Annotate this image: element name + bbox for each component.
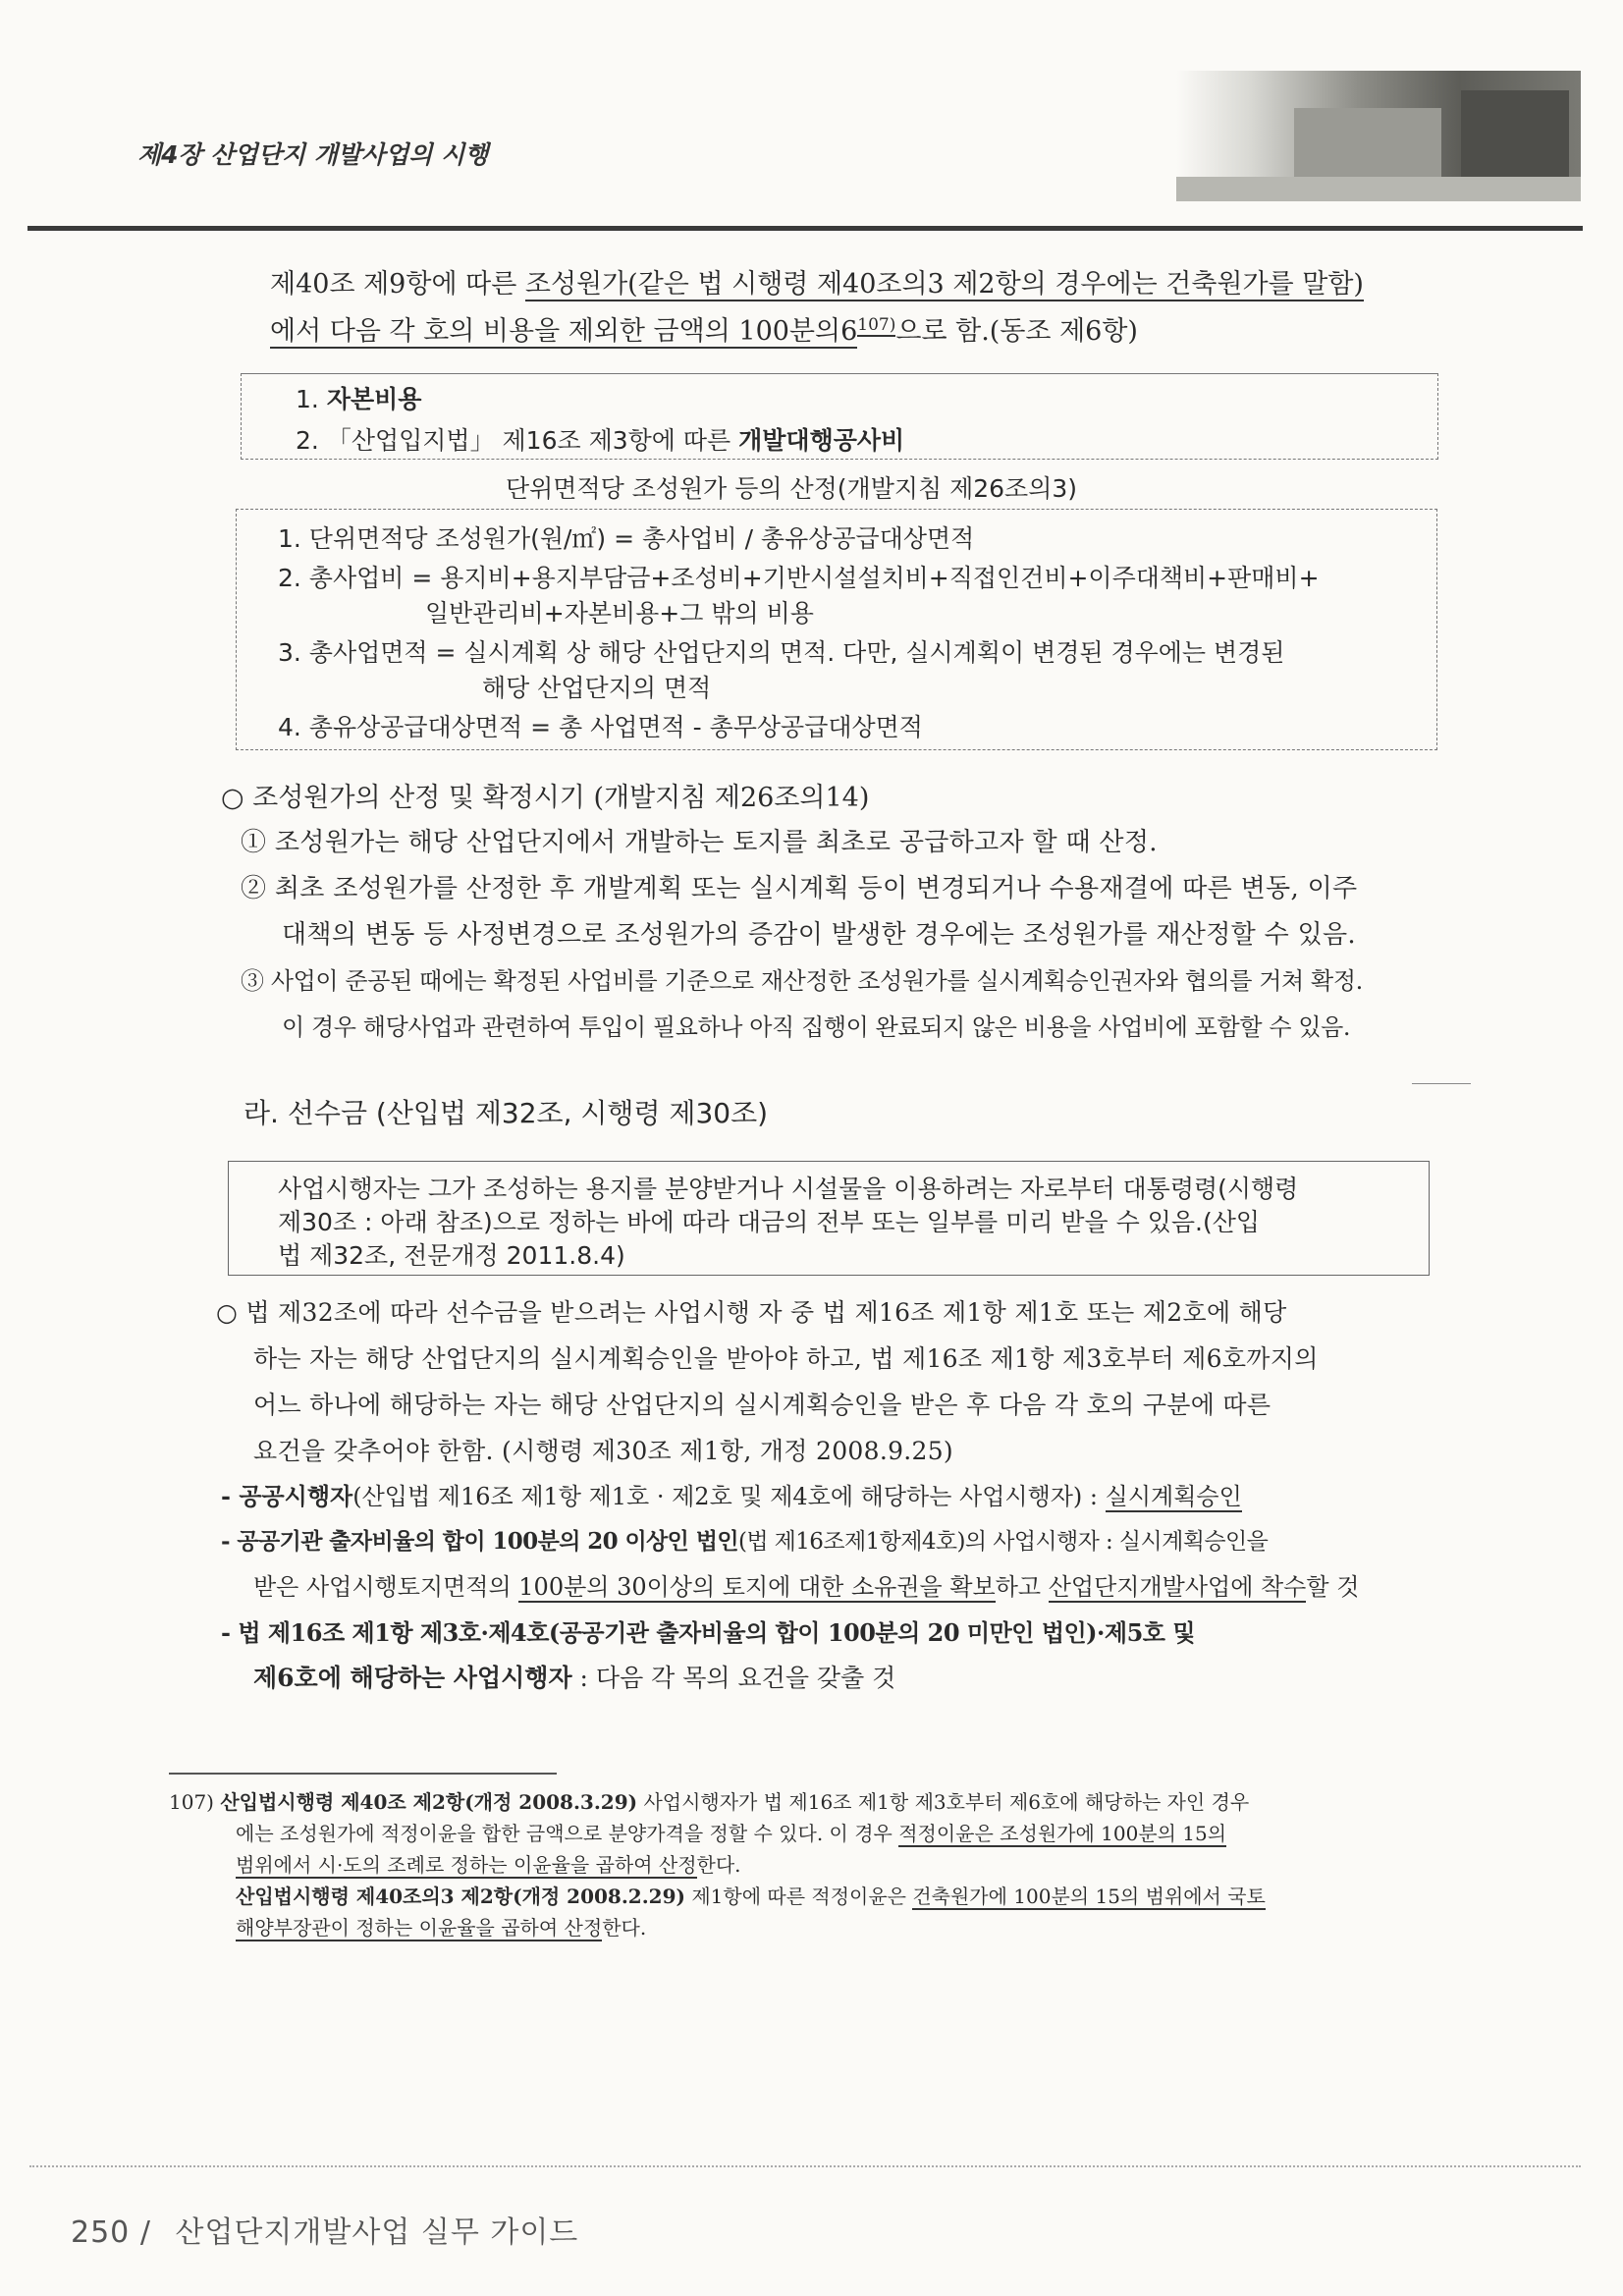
- footnote-text: 제1항에 따른 적정이윤은: [684, 1885, 913, 1908]
- item-number: 2.: [296, 426, 327, 455]
- calculation-box: [236, 509, 1437, 750]
- intro-text: 제40조 제9항에 따른: [270, 269, 525, 300]
- requirement-text: 할 것: [1306, 1573, 1360, 1601]
- building-image: [1461, 90, 1569, 184]
- advance-line: 요건을 갖추어야 한함. (시행령 제30조 제1항, 개정 2008.9.25): [253, 1437, 953, 1465]
- requirement-underlined: 100분의 30이상의 토지에 대한 소유권을 확보: [518, 1573, 996, 1601]
- requirement-text: (법 제16조제1항제4호)의 사업시행자 : 실시계획승인을: [737, 1529, 1269, 1555]
- footnote-line-1: [169, 1787, 1249, 1817]
- timing-item-3-cont: 이 경우 해당사업과 관련하여 투입이 필요하나 아직 집행이 완료되지 않은 비용을 사업비에 포함할 수 있음.: [282, 1013, 1351, 1041]
- requirement-underlined: 산업단지개발사업에 착수: [1048, 1573, 1307, 1601]
- item-label: 자본비용: [326, 385, 422, 413]
- requirement-public: [221, 1474, 1242, 1519]
- requirement-text: : 다음 각 목의 요건을 갖출 것: [571, 1664, 896, 1692]
- intro-underlined: 에서 다음 각 호의 비용을 제외한 금액의 100분의6: [270, 316, 858, 347]
- box-line: 제30조 : 아래 참조)으로 정하는 바에 따라 대금의 전부 또는 일부를 미리 받을 수 있음.(산입: [278, 1208, 1261, 1236]
- box-line: 법 제32조, 전문개정 2011.8.4): [278, 1241, 625, 1270]
- advance-line: 어느 하나에 해당하는 자는 해당 산업단지의 실시계획승인을 받은 후 다음 각 호의 구분에 따른: [253, 1391, 1271, 1419]
- divider: [1412, 1083, 1471, 1084]
- footnote-ref[interactable]: 107): [857, 315, 896, 335]
- timing-item-3: ③ 사업이 준공된 때에는 확정된 사업비를 기준으로 재산정한 조성원가를 실시계획승인권자와 협의를 거쳐 확정.: [241, 967, 1363, 995]
- calc-line: 일반관리비+자본비용+그 밖의 비용: [425, 599, 814, 628]
- footnote-line-4: [236, 1882, 1266, 1911]
- timing-heading: ○ 조성원가의 산정 및 확정시기 (개발지침 제26조의14): [221, 783, 870, 813]
- calc-line: 3. 총사업면적 = 실시계획 상 해당 산업단지의 면적. 다만, 실시계획이 변경된 경우에는 변경된: [278, 638, 1285, 667]
- road-image: [1176, 177, 1581, 201]
- footnote-underlined: 적정이윤은 조성원가에 100분의 15의: [898, 1822, 1227, 1845]
- intro-underlined: 조성원가(같은 법 시행령 제40조의3 제2항의 경우에는 건축원가를 말함): [524, 269, 1364, 300]
- requirement-text: 하고: [995, 1573, 1049, 1601]
- advance-line: 하는 자는 해당 산업단지의 실시계획승인을 받아야 하고, 법 제16조 제1항 제3호부터 제6호까지의: [253, 1344, 1319, 1373]
- footnote-text: 한다.: [602, 1916, 647, 1940]
- excluded-costs-box: [241, 373, 1438, 460]
- footer-rule: [29, 2165, 1581, 2167]
- footnote-underlined: 범위에서 시·도의 조례로 정하는 이윤율을 곱하여 산정: [236, 1853, 697, 1877]
- requirement-underlined: 실시계획승인: [1105, 1483, 1242, 1510]
- requirement-text: 받은 사업시행토지면적의: [253, 1573, 519, 1601]
- footnote-citation: 산입법시행령 제40조 제2항(개정 2008.3.29): [220, 1790, 638, 1814]
- requirement-private-cont: [253, 1656, 895, 1701]
- requirement-label: 제6호에 해당하는 사업시행자: [253, 1664, 572, 1692]
- header-photo: [1176, 71, 1581, 201]
- intro-line-1: [270, 265, 1364, 304]
- timing-item-2: ② 최초 조성원가를 산정한 후 개발계획 또는 실시계획 등이 변경되거나 수용재결에 따른 변동, 이주: [241, 874, 1358, 903]
- advance-line: ○ 법 제32조에 따라 선수금을 받으려는 사업시행 자 중 법 제16조 제1항 제1호 또는 제2호에 해당: [216, 1298, 1287, 1327]
- section-heading: 라. 선수금 (산입법 제32조, 시행령 제30조): [243, 1097, 769, 1129]
- box-line: 사업시행자는 그가 조성하는 용지를 분양받거나 시설물을 이용하려는 자로부터 대통령령(시행령: [278, 1175, 1299, 1203]
- chapter-title: 제4장 산업단지 개발사업의 시행: [137, 140, 489, 169]
- requirement-label: - 공공기관 출자비율의 합이 100분의 20 이상인 법인: [221, 1528, 738, 1555]
- intro-line-2: [270, 312, 1138, 352]
- footnote-text: 한다.: [696, 1853, 741, 1877]
- footnote-citation: 산입법시행령 제40조의3 제2항(개정 2008.2.29): [236, 1885, 685, 1908]
- footnote-line-3: [236, 1850, 741, 1880]
- calc-line: 1. 단위면적당 조성원가(원/㎡) = 총사업비 / 총유상공급대상면적: [278, 524, 975, 553]
- timing-item-2-cont: 대책의 변동 등 사정변경으로 조성원가의 증감이 발생한 경우에는 조성원가를 재산정할 수 있음.: [282, 920, 1357, 950]
- item-label: 개발대행공사비: [738, 426, 905, 455]
- footnote-line-5: [236, 1913, 646, 1942]
- calc-caption: 단위면적당 조성원가 등의 산정(개발지침 제26조의3): [506, 474, 1078, 503]
- excluded-item-1: [296, 380, 421, 415]
- page-number: 250: [71, 2215, 131, 2250]
- item-text: 「산업입지법」 제16조 제3항에 따른: [326, 426, 739, 455]
- calc-line: 해당 산업단지의 면적: [482, 674, 712, 702]
- calc-line: 2. 총사업비 = 용지비+용지부담금+조성비+기반시설설치비+직접인건비+이주대책비+판매비+: [278, 564, 1320, 592]
- footnote-text: 에는 조성원가에 적정이윤을 합한 금액으로 분양가격을 정할 수 있다. 이 경우: [236, 1822, 899, 1845]
- excluded-item-2: [296, 421, 904, 457]
- footer-separator: /: [139, 2215, 151, 2250]
- requirement-text: (산입법 제16조 제1항 제1호 · 제2호 및 제4호에 해당하는 사업시행자) :: [352, 1483, 1106, 1510]
- page-footer: [71, 2208, 578, 2251]
- book-title: 산업단지개발사업 실무 가이드: [175, 2215, 579, 2250]
- footnote-text: 사업시행자가 법 제16조 제1항 제3호부터 제6호에 해당하는 자인 경우: [637, 1790, 1250, 1814]
- advance-payment-box: [228, 1161, 1430, 1276]
- footnote-underlined: 건축원가에 100분의 15의 범위에서 국토: [912, 1885, 1266, 1908]
- calc-line: 4. 총유상공급대상면적 = 총 사업면적 - 총무상공급대상면적: [278, 713, 923, 741]
- footnote-line-2: [236, 1819, 1226, 1848]
- building-image: [1294, 108, 1441, 177]
- footnote-underlined: 해양부장관이 정하는 이윤율을 곱하여 산정: [236, 1916, 603, 1940]
- timing-item-1: ① 조성원가는 해당 산업단지에서 개발하는 토지를 최초로 공급하고자 할 때 산정.: [241, 828, 1158, 857]
- item-number: 1.: [296, 385, 327, 413]
- requirement-label: - 공공시행자: [221, 1482, 353, 1510]
- footnote-rule: [169, 1773, 557, 1775]
- requirement-public-corp-cont: [253, 1564, 1359, 1610]
- intro-text: 으로 함.(동조 제6항): [895, 316, 1138, 347]
- header-rule: [27, 226, 1583, 231]
- requirement-private: - 법 제16조 제1항 제3호·제4호(공공기관 출자비율의 합이 100분의 20 미만인 법인)·제5호 및: [221, 1618, 1196, 1647]
- footnote-number: 107): [169, 1790, 214, 1814]
- requirement-public-corp: [221, 1519, 1268, 1564]
